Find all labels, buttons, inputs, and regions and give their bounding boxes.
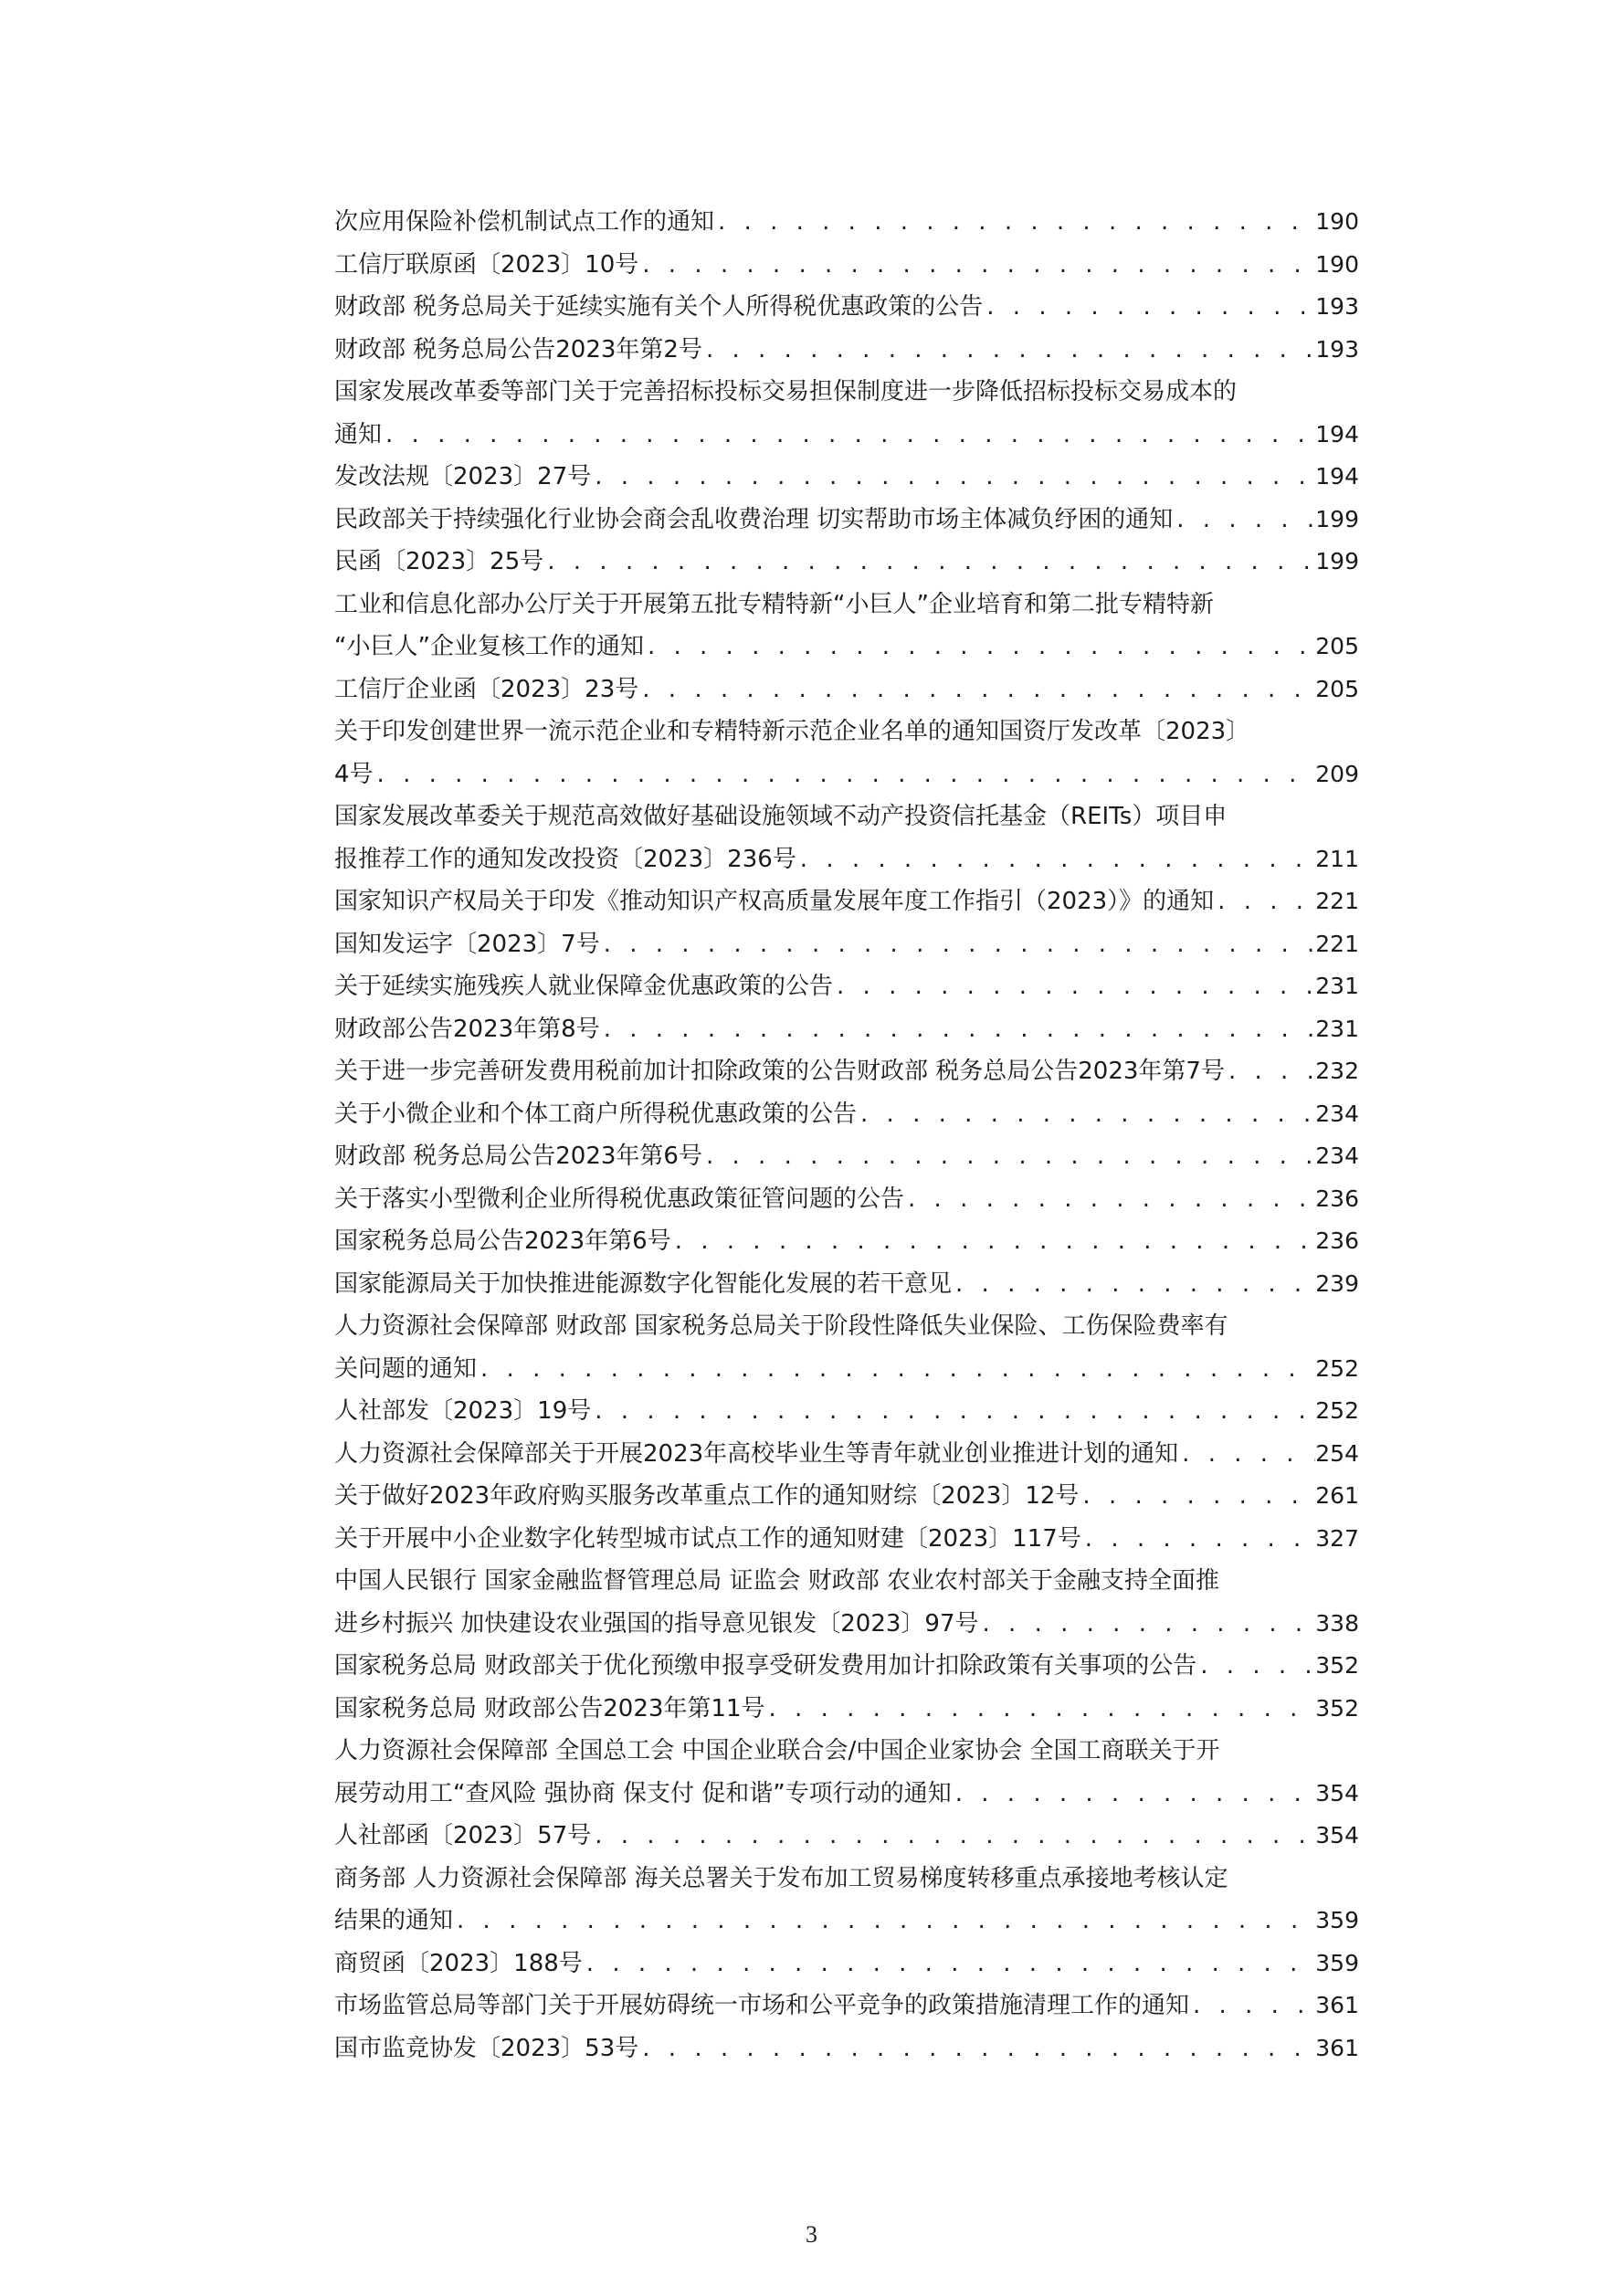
dot-leader — [477, 1348, 1315, 1391]
toc-entry-page-number: 361 — [1315, 1992, 1359, 2018]
dot-leader — [374, 753, 1316, 796]
toc-entry-line[interactable] — [334, 1433, 1359, 1476]
toc-entry-line[interactable] — [334, 1688, 1359, 1731]
toc-entry-title: 工信厅联原函〔2023〕10号 — [334, 250, 639, 279]
dot-leader — [583, 1943, 1315, 1985]
toc-entry-line[interactable] — [334, 541, 1359, 584]
toc-entry-page-number: 252 — [1315, 1354, 1359, 1382]
toc-entry-title: 发改法规〔2023〕27号 — [334, 463, 592, 490]
toc-entry-title: 工业和信息化部办公厅关于开展第五批专精特新“小巨人”企业培育和第二批专精特新 — [334, 590, 1214, 618]
toc-entry-page-number: 194 — [1315, 463, 1359, 490]
toc-entry-line[interactable] — [334, 795, 1359, 838]
dot-leader — [1225, 1050, 1315, 1093]
toc-entry-title: 关于印发创建世界一流示范企业和专精特新示范企业名单的通知国资厅发改革〔2023〕 — [334, 718, 1250, 745]
dot-leader — [1196, 1645, 1315, 1688]
dot-leader — [952, 1263, 1315, 1306]
dot-leader — [904, 1178, 1315, 1221]
toc-entry-title: 工信厅企业函〔2023〕23号 — [334, 675, 639, 703]
toc-entry-line[interactable] — [334, 923, 1359, 966]
toc-entry-page-number: 338 — [1315, 1609, 1359, 1637]
toc-entry-line[interactable] — [334, 1900, 1359, 1943]
toc-entry-line[interactable] — [334, 711, 1359, 753]
toc-entry-title: 关于延续实施残疾人就业保障金优惠政策的公告 — [334, 973, 834, 1000]
page-number: 3 — [806, 2221, 817, 2248]
dot-leader — [765, 1688, 1316, 1731]
table-of-contents — [334, 201, 1359, 2070]
toc-entry-line[interactable] — [334, 880, 1359, 923]
toc-entry-title: 报推荐工作的通知发改投资〔2023〕236号 — [334, 845, 796, 873]
toc-entry-page-number: 211 — [1315, 845, 1359, 872]
toc-entry-title: 商务部 人力资源社会保障部 海关总署关于发布加工贸易梯度转移重点承接地考核认定 — [334, 1864, 1228, 1892]
toc-entry-title: 财政部 税务总局公告2023年第2号 — [334, 335, 702, 363]
toc-entry-line[interactable] — [334, 1603, 1359, 1646]
toc-entry-line[interactable] — [334, 1858, 1359, 1901]
toc-entry-page-number: 359 — [1315, 1949, 1359, 1976]
toc-entry-title: 国家发展改革委关于规范高效做好基础设施领域不动产投资信托基金（REITs）项目申 — [334, 803, 1228, 830]
toc-entry-line[interactable] — [334, 1178, 1359, 1221]
toc-entry-page-number: 234 — [1315, 1143, 1359, 1169]
toc-entry-title: 国家能源局关于加快推进能源数字化智能化发展的若干意见 — [334, 1269, 953, 1298]
toc-entry-line[interactable] — [334, 1305, 1359, 1348]
toc-entry-line[interactable] — [334, 753, 1359, 796]
toc-entry-title: 国家知识产权局关于印发《推动知识产权高质量发展年度工作指引（2023）》的通知 — [334, 888, 1215, 915]
dot-leader — [952, 1773, 1316, 1816]
toc-entry-line[interactable] — [334, 1390, 1359, 1433]
dot-leader — [1189, 1985, 1315, 2027]
toc-entry-page-number: 205 — [1315, 633, 1359, 659]
toc-entry-title: 国知发运字〔2023〕7号 — [334, 930, 600, 958]
toc-entry-title: 人力资源社会保障部 财政部 国家税务总局关于阶段性降低失业保险、工伤保险费率有 — [334, 1312, 1228, 1340]
toc-entry-page-number: 231 — [1315, 973, 1359, 999]
toc-entry-title: 关于小微企业和个体工商户所得税优惠政策的公告 — [334, 1100, 858, 1128]
toc-entry-page-number: 221 — [1315, 888, 1359, 914]
toc-entry-page-number: 234 — [1315, 1100, 1359, 1127]
toc-entry-page-number: 236 — [1315, 1227, 1359, 1254]
toc-entry-page-number: 361 — [1315, 2034, 1359, 2061]
toc-entry-title: 市场监管总局等部门关于开展妨碍统一市场和公平竞争的政策措施清理工作的通知 — [334, 1992, 1190, 2019]
toc-entry-page-number: 194 — [1315, 420, 1359, 448]
toc-entry-line[interactable] — [334, 499, 1359, 542]
dot-leader — [833, 965, 1315, 1008]
dot-leader — [1214, 880, 1315, 923]
toc-entry-page-number: 327 — [1315, 1524, 1359, 1552]
toc-entry-line[interactable] — [334, 1773, 1359, 1816]
toc-entry-line[interactable] — [334, 456, 1359, 499]
dot-leader — [702, 1135, 1315, 1178]
toc-entry-line[interactable] — [334, 1985, 1359, 2027]
toc-entry-title: 国家税务总局 财政部关于优化预缴申报享受研发费用加计扣除政策有关事项的公告 — [334, 1652, 1197, 1680]
toc-entry-title: 人社部发〔2023〕19号 — [334, 1397, 592, 1425]
toc-entry-page-number: 199 — [1315, 548, 1359, 574]
toc-entry-title: 关于进一步完善研发费用税前加计扣除政策的公告财政部 税务总局公告2023年第7号 — [334, 1058, 1225, 1085]
toc-entry-line[interactable] — [334, 965, 1359, 1008]
toc-entry-line[interactable] — [334, 414, 1359, 457]
toc-entry-page-number: 352 — [1315, 1652, 1359, 1679]
dot-leader — [382, 414, 1315, 457]
toc-entry-line[interactable] — [334, 1220, 1359, 1263]
toc-entry-page-number: 199 — [1315, 505, 1359, 532]
dot-leader — [638, 2027, 1315, 2070]
toc-entry-title: 财政部 税务总局关于延续实施有关个人所得税优惠政策的公告 — [334, 293, 984, 321]
toc-entry-line[interactable] — [334, 1475, 1359, 1518]
toc-entry-line[interactable] — [334, 1008, 1359, 1051]
dot-leader — [671, 1220, 1316, 1263]
toc-entry-title: 次应用保险补偿机制试点工作的通知 — [334, 208, 715, 236]
toc-entry-line[interactable] — [334, 1645, 1359, 1688]
toc-entry-page-number: 261 — [1315, 1482, 1359, 1509]
toc-entry-title: 人力资源社会保障部 全国总工会 中国企业联合会/中国企业家协会 全国工商联关于开 — [334, 1737, 1220, 1764]
toc-entry-page-number: 252 — [1315, 1397, 1359, 1424]
toc-entry-title: 国家税务总局 财政部公告2023年第11号 — [334, 1694, 765, 1722]
toc-entry-line[interactable] — [334, 1135, 1359, 1178]
toc-entry-title: “小巨人”企业复核工作的通知 — [334, 633, 644, 660]
toc-entry-line[interactable] — [334, 584, 1359, 627]
dot-leader — [591, 456, 1315, 499]
dot-leader — [591, 1390, 1315, 1433]
dot-leader — [600, 1008, 1316, 1051]
toc-entry-line[interactable] — [334, 626, 1359, 669]
toc-entry-title: 人力资源社会保障部关于开展2023年高校毕业生等青年就业创业推进计划的通知 — [334, 1439, 1179, 1468]
dot-leader — [857, 1093, 1315, 1136]
toc-entry-page-number: 354 — [1315, 1822, 1359, 1848]
toc-entry-page-number: 236 — [1315, 1185, 1359, 1212]
toc-entry-line[interactable] — [334, 1518, 1359, 1561]
toc-entry-page-number: 239 — [1315, 1269, 1359, 1297]
toc-entry-page-number: 209 — [1315, 760, 1359, 787]
toc-entry-line[interactable] — [334, 1943, 1359, 1985]
toc-entry-line[interactable] — [334, 1050, 1359, 1093]
dot-leader — [1178, 1433, 1315, 1476]
toc-entry-page-number: 231 — [1315, 1015, 1359, 1042]
toc-entry-title: 国家发展改革委等部门关于完善招标投标交易担保制度进一步降低招标投标交易成本的 — [334, 378, 1238, 405]
dot-leader — [638, 669, 1315, 711]
toc-entry-page-number: 232 — [1315, 1058, 1359, 1084]
toc-entry-title: 民政部关于持续强化行业协会商会乱收费治理 切实帮助市场主体减负纾困的通知 — [334, 505, 1174, 533]
dot-leader — [1081, 1518, 1315, 1561]
toc-entry-page-number: 193 — [1315, 293, 1359, 320]
toc-entry-title: 通知 — [334, 420, 383, 448]
toc-entry-line[interactable] — [334, 1815, 1359, 1858]
toc-entry-title: 财政部 税务总局公告2023年第6号 — [334, 1143, 702, 1170]
toc-entry-page-number: 359 — [1315, 1907, 1359, 1933]
dot-leader — [796, 838, 1315, 881]
toc-entry-page-number: 354 — [1315, 1779, 1359, 1806]
toc-entry-title: 国市监竞协发〔2023〕53号 — [334, 2034, 639, 2062]
dot-leader — [714, 201, 1315, 244]
dot-leader — [702, 329, 1315, 372]
dot-leader — [644, 626, 1315, 669]
dot-leader — [979, 1603, 1316, 1646]
toc-entry-title: 结果的通知 — [334, 1907, 454, 1934]
toc-entry-line[interactable] — [334, 1560, 1359, 1603]
toc-entry-title: 关于落实小型微利企业所得税优惠政策征管问题的公告 — [334, 1185, 905, 1213]
toc-entry-line[interactable] — [334, 201, 1359, 244]
toc-entry-line[interactable] — [334, 838, 1359, 881]
toc-entry-page-number: 193 — [1315, 335, 1359, 363]
toc-entry-line[interactable] — [334, 1730, 1359, 1773]
dot-leader — [1079, 1475, 1315, 1518]
toc-entry-title: 中国人民银行 国家金融监督管理总局 证监会 财政部 农业农村部关于金融支持全面推 — [334, 1567, 1220, 1595]
toc-entry-line[interactable] — [334, 1263, 1359, 1306]
dot-leader — [453, 1900, 1315, 1943]
toc-entry-title: 关于开展中小企业数字化转型城市试点工作的通知财建〔2023〕117号 — [334, 1524, 1081, 1553]
toc-entry-page-number: 205 — [1315, 675, 1359, 702]
toc-entry-title: 商贸函〔2023〕188号 — [334, 1949, 583, 1977]
toc-entry-title: 4号 — [334, 760, 374, 788]
toc-entry-line[interactable] — [334, 1348, 1359, 1391]
dot-leader — [638, 244, 1315, 287]
toc-entry-line[interactable] — [334, 669, 1359, 711]
toc-entry-title: 人社部函〔2023〕57号 — [334, 1822, 592, 1849]
toc-entry-line[interactable] — [334, 2027, 1359, 2070]
toc-entry-title: 国家税务总局公告2023年第6号 — [334, 1227, 671, 1255]
dot-leader — [543, 541, 1315, 584]
toc-entry-title: 进乡村振兴 加快建设农业强国的指导意见银发〔2023〕97号 — [334, 1609, 979, 1638]
toc-entry-title: 展劳动用工“查风险 强协商 保支付 促和谐”专项行动的通知 — [334, 1779, 952, 1807]
dot-leader — [1173, 499, 1315, 542]
toc-entry-page-number: 352 — [1315, 1694, 1359, 1722]
dot-leader — [983, 286, 1315, 329]
dot-leader — [600, 923, 1316, 966]
toc-entry-page-number: 190 — [1315, 250, 1359, 278]
toc-entry-line[interactable] — [334, 244, 1359, 287]
toc-entry-title: 关于做好2023年政府购买服务改革重点工作的通知财综〔2023〕12号 — [334, 1482, 1080, 1510]
toc-entry-line[interactable] — [334, 1093, 1359, 1136]
dot-leader — [591, 1815, 1315, 1858]
toc-entry-page-number: 190 — [1315, 208, 1359, 235]
toc-entry-title: 民函〔2023〕25号 — [334, 548, 544, 575]
toc-entry-line[interactable] — [334, 329, 1359, 372]
toc-entry-line[interactable] — [334, 286, 1359, 329]
toc-entry-title: 财政部公告2023年第8号 — [334, 1015, 600, 1043]
toc-entry-page-number: 254 — [1315, 1439, 1359, 1467]
toc-entry-title: 关问题的通知 — [334, 1354, 478, 1383]
toc-entry-page-number: 221 — [1315, 930, 1359, 957]
toc-entry-line[interactable] — [334, 371, 1359, 414]
